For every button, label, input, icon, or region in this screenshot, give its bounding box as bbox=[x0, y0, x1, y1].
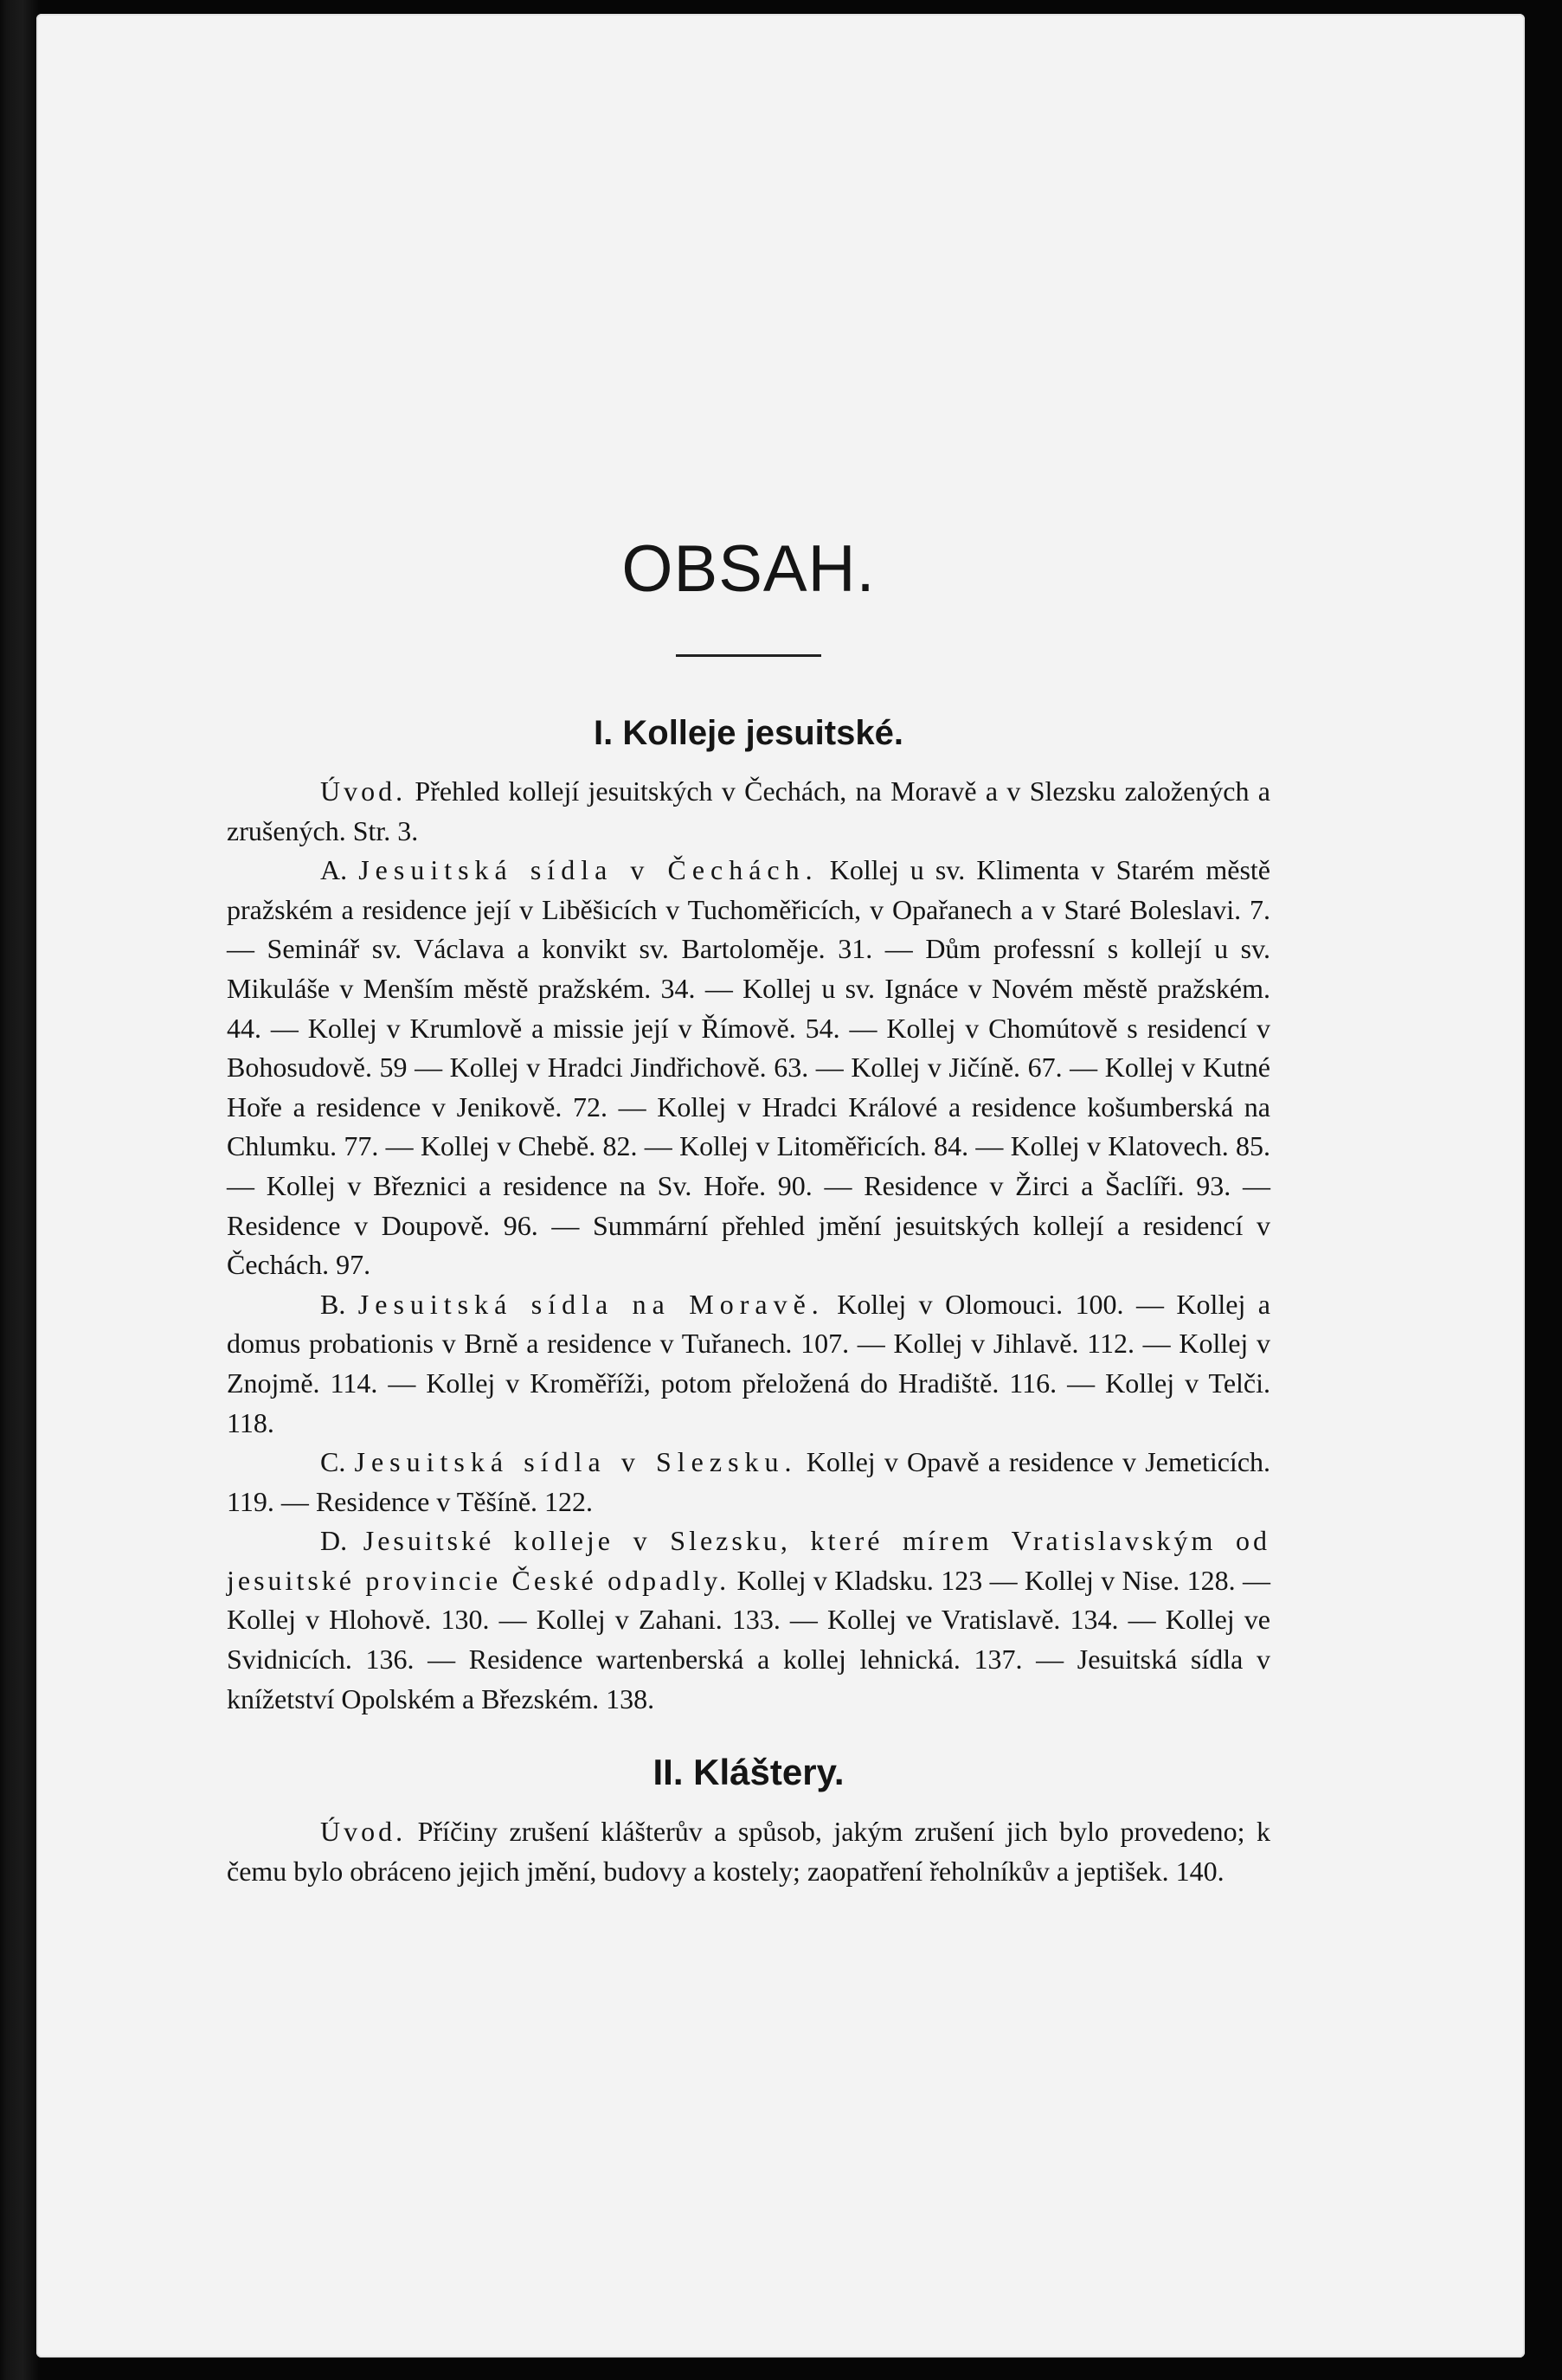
part1-intro-label: Úvod. bbox=[320, 775, 407, 807]
section-a-label: Jesuitská sídla v Čechách. bbox=[358, 854, 819, 886]
title-divider bbox=[676, 654, 821, 657]
section-b bbox=[227, 1285, 1270, 1443]
section-a-text: Kollej u sv. Klimenta v Starém městě pražském a residence její v Liběšicích v Tuchoměřicích, v Opařanech a v Staré Boleslavi. 7. — Seminář sv. Václava a konvikt sv. Bartoloměje. 31. — Dům professní s kollejí u sv. Mikuláše v Menším městě pražském. 34. — Kollej u sv. Ignáce v Novém městě pražském. 44. — Kollej v Krumlově a missie její v Římově. 54. — Kollej v Chomútově s residencí v Bohosudově. 59 — Kollej v Hradci Jindřichově. 63. — Kollej v Jičíně. 67. — Kollej v Kutné Hoře a residence v Jenikově. 72. — Kollej v Hradci Králové a residence košumberská na Chlumku. 77. — Kollej v Chebě. 82. — Kollej v Litoměřicích. 84. — Kollej v Klatovech. 85. — Kollej v Březnici a residence na Sv. Hoře. 90. — Residence v Žirci a Šaclíři. 93. — Residence v Doupově. 96. — Summární přehled jmění jesuitských kollejí a residencí v Čechách. 97. bbox=[227, 854, 1270, 1281]
part1-intro-text: Přehled kollejí jesuitských v Čechách, na Moravě a v Slezsku založených a zrušených. Str. 3. bbox=[227, 775, 1270, 846]
section-c-label: Jesuitská sídla v Slezsku. bbox=[354, 1446, 798, 1478]
part2-intro-label: Úvod. bbox=[320, 1816, 407, 1848]
section-d bbox=[227, 1521, 1270, 1719]
section-b-prefix: B. bbox=[320, 1288, 358, 1320]
section-d-label: Jesuitské kolleje v Slezsku, které mírem Vratislavským od jesuitské provincie České odpadly. bbox=[227, 1525, 1271, 1596]
section-d-prefix: D. bbox=[320, 1525, 363, 1557]
part2-heading: II. Kláštery. bbox=[652, 1752, 845, 1793]
section-d-text: Kollej v Kladsku. 123 — Kollej v Nise. 128. — Kollej v Hlohově. 130. — Kollej v Zahani. 133. — Kollej ve Vratislavě. 134. — Kollej ve Svidnicích. 136. — Residence wartenberská a kollej lehnická. 137. — Jesuitská sídla v knížetství Opolském a Březském. 138. bbox=[227, 1564, 1270, 1714]
part2-intro-text: Příčiny zrušení klášterův a spůsob, jakým zrušení jich bylo provedeno; k čemu bylo obráceno jejich jmění, budovy a kostely; zaopatření řeholníkův a jeptišek. 140. bbox=[227, 1816, 1270, 1887]
part1-heading: I. Kolleje jesuitské. bbox=[594, 714, 903, 752]
table-of-contents bbox=[227, 532, 1271, 1891]
section-a bbox=[227, 851, 1270, 1285]
section-c bbox=[227, 1443, 1270, 1521]
section-a-prefix: A. bbox=[320, 854, 359, 886]
section-b-text: Kollej v Olomouci. 100. — Kollej a domus probationis v Brně a residence v Tuřanech. 107. — Kollej v Jihlavě. 112. — Kollej v Znojmě. 114. — Kollej v Kroměříži, potom přeložená do Hradiště. 116. — Kollej v Telči. 118. bbox=[227, 1288, 1271, 1438]
book-spine-shadow bbox=[0, 0, 42, 2380]
part2-intro bbox=[227, 1812, 1270, 1891]
section-c-text: Kollej v Opavě a residence v Jemeticích. 119. — Residence v Těšíně. 122. bbox=[227, 1446, 1271, 1517]
part1-intro bbox=[227, 772, 1270, 851]
page-title: OBSAH. bbox=[621, 532, 876, 606]
section-b-label: Jesuitská sídla na Moravě. bbox=[357, 1288, 825, 1320]
section-c-prefix: C. bbox=[320, 1446, 355, 1478]
